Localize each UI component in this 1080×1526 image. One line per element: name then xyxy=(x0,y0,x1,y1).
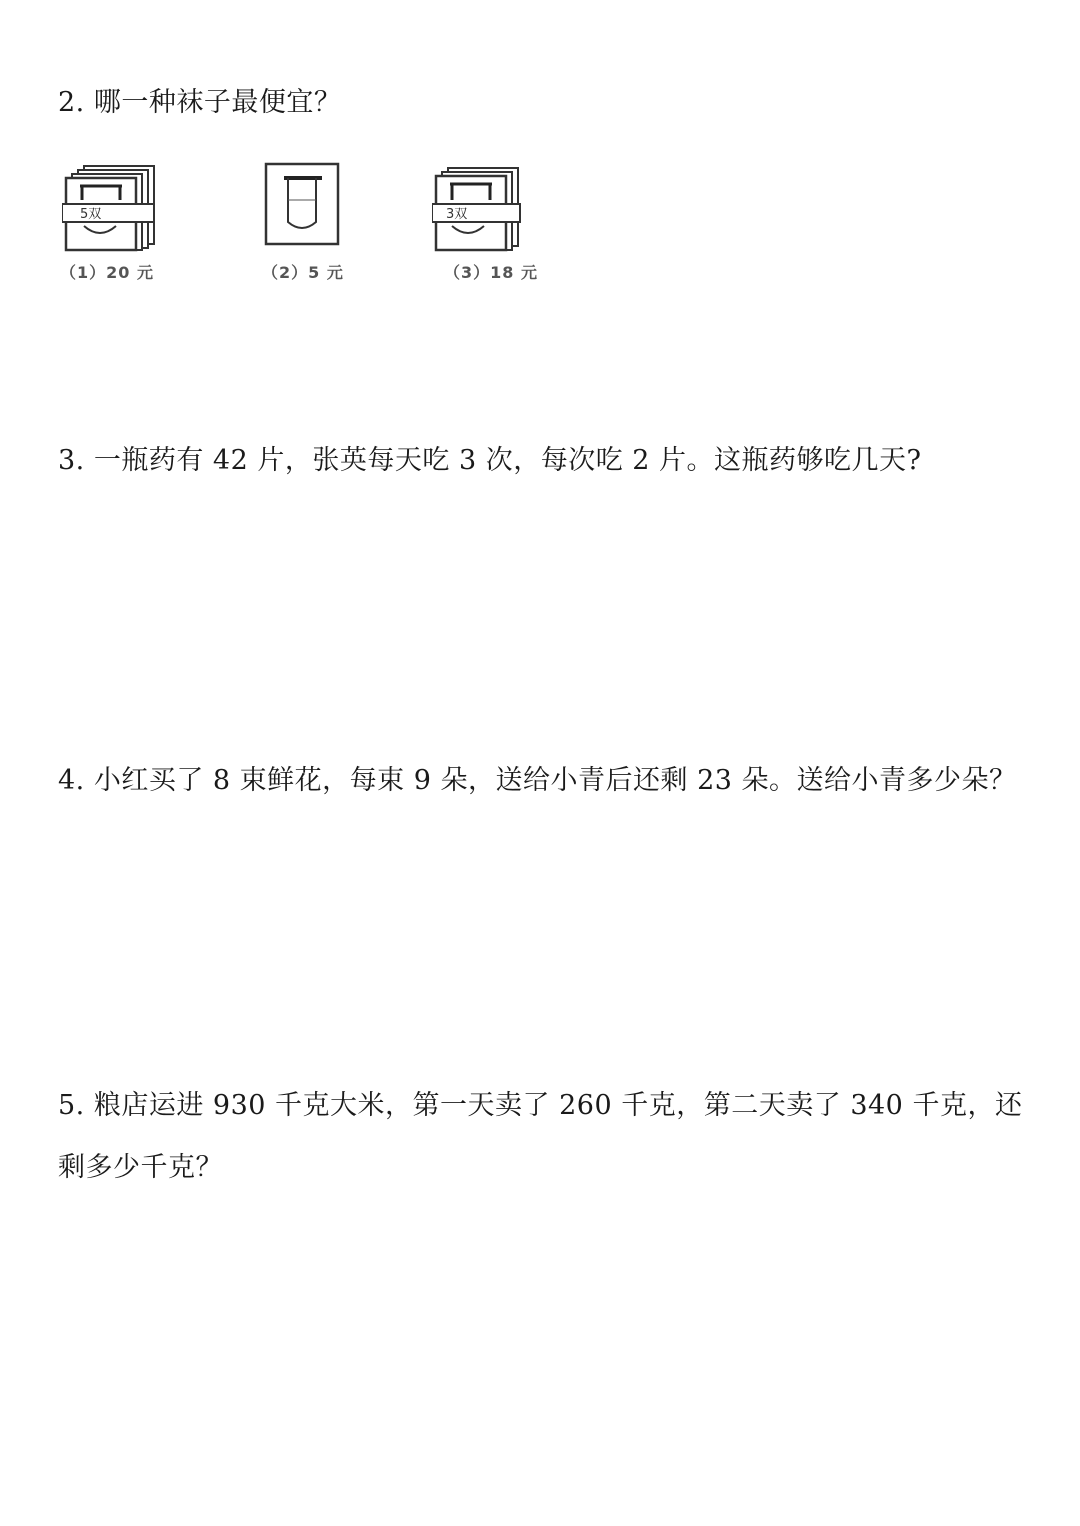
package-label: 3双 xyxy=(446,207,468,222)
package-label: 5双 xyxy=(80,207,102,222)
question-3: 3. 一瓶药有 42 片，张英每天吃 3 次，每次吃 2 片。这瓶药够吃几天? xyxy=(58,445,922,476)
question-4: 4. 小红买了 8 束鲜花，每束 9 朵，送给小青后还剩 23 朵。送给小青多少朵？ xyxy=(58,765,1017,796)
question-5: 5. 粮店运进 930 千克大米，第一天卖了 260 千克，第二天卖了 340 千克，还剩多少千克？ xyxy=(58,1090,1023,1183)
sock-option-2 xyxy=(262,160,344,282)
option-1-caption: （1）20 元 xyxy=(60,263,154,282)
sock-package-5-pairs-image xyxy=(62,160,162,252)
sock-option-3 xyxy=(432,160,538,282)
option-3-caption: （3）18 元 xyxy=(444,263,538,282)
single-sock-image xyxy=(262,160,342,252)
sock-option-1 xyxy=(60,160,162,282)
sock-package-3-pairs-image xyxy=(432,160,532,252)
option-2-caption: （2）5 元 xyxy=(262,263,344,282)
question-2: 2. 哪一种袜子最便宜？ xyxy=(58,87,342,118)
